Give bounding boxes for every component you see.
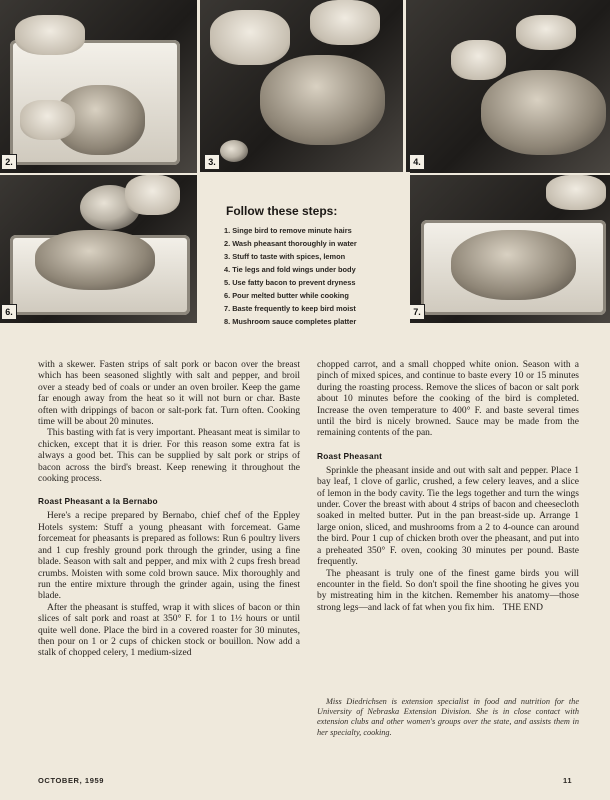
step-item: 4. Tie legs and fold wings under body — [224, 265, 356, 274]
photo-wash-pheasant — [0, 0, 197, 173]
steps-list — [224, 224, 357, 328]
hand — [210, 10, 290, 65]
hand — [15, 15, 85, 55]
hand — [20, 100, 75, 140]
step-item: 8. Mushroom sauce completes platter — [224, 317, 357, 326]
paragraph: Here's a recipe prepared by Bernabo, chief chef of the Eppley Hotels system: Stuff a young pheasant with forcemeat. Game forcemeat for pheasants is prepared as follows: Run 6 poultry livers and 1 cup freshly ground pork through the grinder, using a fine blade. Season with salt and pepper, and mix with 2 cups fresh bread crumbs. Moisten with some cold brown sauce. Mix thoroughly and run the entire mixture through the grinder again, using the finest blade. — [38, 511, 300, 602]
photo-pour-butter — [0, 175, 197, 323]
paragraph — [317, 569, 579, 615]
step-item: 6. Pour melted butter while cooking — [224, 291, 349, 300]
paragraph: This basting with fat is very important. Pheasant meat is similar to chicken, except that it is drier. For this reason some extra fat is always a good bet. This can be supplied by salt pork or strips of bacon across the bird's breast. Keep renewing it throughout the cooking process. — [38, 428, 300, 485]
page-number: 11 — [563, 776, 573, 785]
step-item: 1. Singe bird to remove minute hairs — [224, 226, 352, 235]
photo-number: 7. — [409, 304, 425, 320]
paragraph: Sprinkle the pheasant inside and out with salt and pepper. Place 1 bay leaf, 1 clove of garlic, crushed, a few celery leaves, and a slice of lemon in the body cavity. Tie the legs together and turn the wings under. Cover the breast with about 4 strips of bacon and cheesecloth soaked in melted butter. Put in the pan breast-side up. Arrange 1 large onion, sliced, and mushrooms from a 2 to 4-ounce can around the bird. Pour 1 cup of chicken broth over the pheasant, and put into a preheated 350° F. oven, cooking 30 minutes per pound. Baste frequently. — [317, 465, 579, 568]
author-note — [317, 697, 579, 738]
paragraph: with a skewer. Fasten strips of salt pork or bacon over the breast which has been seasoned slightly with salt and pepper, and broil over a steady bed of coals or under an oven broiler. Keep the game far enough away from the heat so it will not burn or char. Baste often with drippings of bacon or salt-pork fat. Turn often. Cooking time will be about 20 minutes. — [38, 360, 300, 428]
closing-text: The pheasant is truly one of the finest game birds you will encounter in the field. So don't spoil the fine shooting he gives you by mistreating him in the kitchen. Remember his anatomy—those strong legs—and lack of fat when you fix him. — [317, 568, 579, 613]
section-heading: Roast Pheasant a la Bernabo — [38, 496, 158, 507]
photo-number: 4. — [409, 154, 425, 170]
section-heading: Roast Pheasant — [317, 450, 383, 461]
photo-number: 3. — [204, 154, 220, 170]
step-item: 3. Stuff to taste with spices, lemon — [224, 252, 346, 261]
pheasant-body — [451, 230, 576, 300]
photo-number: 2. — [1, 154, 17, 170]
left-column — [38, 360, 300, 660]
hand — [546, 175, 606, 210]
lemon-slice — [220, 140, 248, 162]
hand — [310, 0, 380, 45]
step-item: 5. Use fatty bacon to prevent dryness — [224, 278, 356, 287]
pheasant-body — [481, 70, 606, 155]
photo-tie-legs — [406, 0, 610, 173]
hand — [451, 40, 506, 80]
step-item: 2. Wash pheasant thoroughly in water — [224, 239, 357, 248]
author-note-text: Miss Diedrichsen is extension specialist in food and nutrition for the University of Nebraska Extension Division. She is in close contact with extension clubs and other women's groups over the state, and assists them in her specialty, cooking. — [317, 697, 579, 737]
steps-title: Follow these steps: — [226, 204, 338, 218]
photo-baste-bird — [406, 175, 610, 323]
paragraph: After the pheasant is stuffed, wrap it with slices of bacon or thin slices of salt pork and roast at 350° F. for 1 to 1½ hours or until quite well done. Place the bird in a covered roaster for 30 minutes, then pour on 1 or 2 cups of chicken stock or bouillon. Now add a stalk of chopped celery, 1 medium-sized — [38, 602, 300, 659]
hand — [516, 15, 576, 50]
footer-date: OCTOBER, 1959 — [38, 776, 105, 785]
right-column — [317, 360, 579, 614]
hand — [125, 175, 180, 215]
pheasant-body — [260, 55, 385, 145]
the-end-marker: THE END — [502, 602, 543, 613]
pheasant-body — [35, 230, 155, 290]
photo-number: 6. — [1, 304, 17, 320]
paragraph: chopped carrot, and a small chopped white onion. Season with a pinch of mixed spices, and continue to baste every 10 or 15 minutes during the roasting process. Remove the slices of bacon or salt pork about 10 minutes before the cooking of the bird is completed. Increase the oven temperature to 400° F. and baste several times until the bird is nicely browned. Sauce may be made from the remaining contents of the pan. — [317, 360, 579, 439]
photo-stuff-pheasant — [200, 0, 403, 173]
step-item: 7. Baste frequently to keep bird moist — [224, 304, 356, 313]
